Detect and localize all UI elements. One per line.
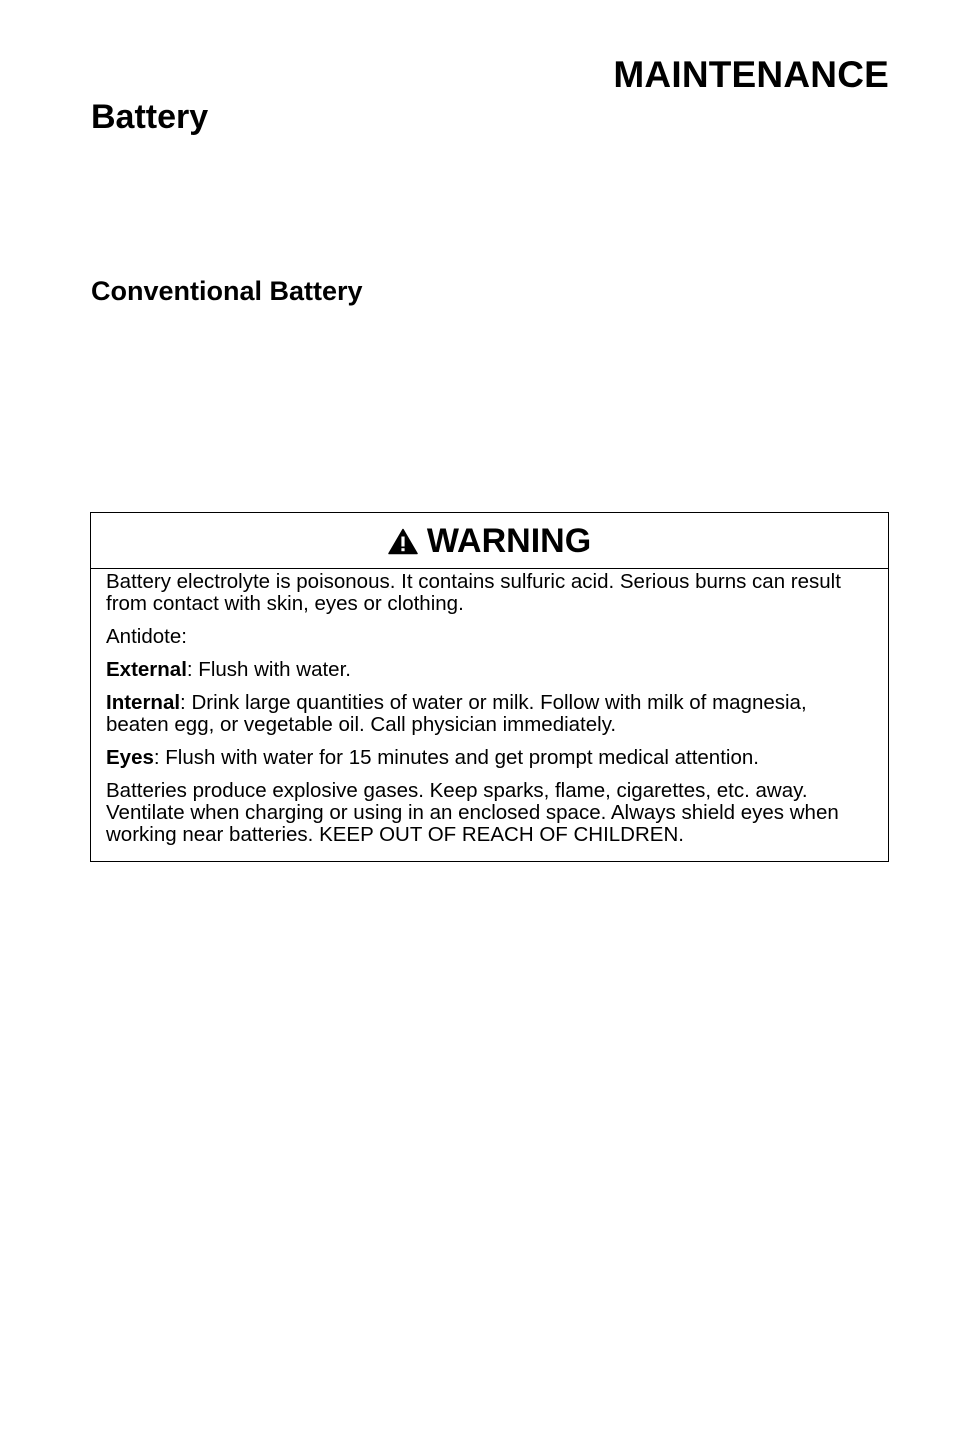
internal-text: : Drink large quantities of water or milk. Follow with milk of magnesia, beaten egg, or vegetable oil. Call physician immediately. xyxy=(106,691,807,736)
explosive-gases-text: Batteries produce explosive gases. Keep sparks, flame, cigarettes, etc. away. Ventilate when charging or using in an enclosed space. Always shield eyes when working near batteries. KEEP OUT OF REACH OF CHILDREN. xyxy=(106,779,839,846)
external-label: External xyxy=(106,658,187,681)
warning-electrolyte-text: Battery electrolyte is poisonous. It contains sulfuric acid. Serious burns can result from contact with skin, eyes or clothing. xyxy=(106,570,841,615)
internal-label: Internal xyxy=(106,691,181,714)
internal-instruction xyxy=(106,692,873,736)
conventional-battery-heading: Conventional Battery xyxy=(91,276,363,306)
warning-box xyxy=(90,512,889,862)
section-header: MAINTENANCE xyxy=(613,54,889,95)
eyes-label: Eyes xyxy=(106,746,154,769)
warning-header xyxy=(91,513,888,569)
eyes-instruction xyxy=(106,747,873,769)
external-instruction xyxy=(106,659,873,681)
page-title: Battery xyxy=(91,98,209,136)
antidote-label: Antidote: xyxy=(106,625,187,648)
warning-triangle-icon xyxy=(388,528,418,555)
external-text: : Flush with water. xyxy=(186,658,351,681)
warning-body xyxy=(91,569,888,846)
warning-title: WARNING xyxy=(426,521,592,560)
eyes-text: : Flush with water for 15 minutes and get prompt medical attention. xyxy=(153,746,759,769)
